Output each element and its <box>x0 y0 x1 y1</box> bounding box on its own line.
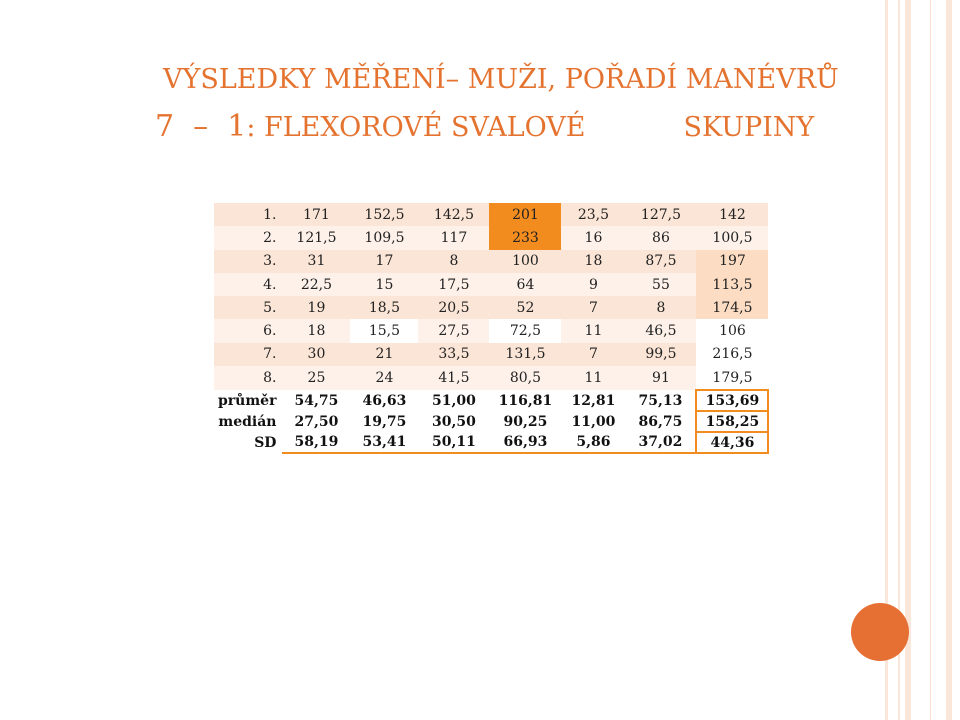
table-cell: 174,5 <box>696 296 768 319</box>
table-cell: 233 <box>489 226 561 249</box>
stat-row <box>214 411 768 432</box>
table-row <box>214 273 768 296</box>
table-row <box>214 343 768 366</box>
table-cell: 99,5 <box>625 343 696 366</box>
stripe <box>930 0 931 720</box>
table-cell: 201 <box>489 203 561 226</box>
row-label: 4. <box>214 273 282 296</box>
table-cell: 33,5 <box>418 343 489 366</box>
table-row <box>214 226 768 249</box>
stat-cell: 5,86 <box>561 432 625 453</box>
stat-label: medián <box>214 411 282 432</box>
stat-cell: 153,69 <box>696 390 768 411</box>
table-cell: 15 <box>350 273 418 296</box>
stat-cell: 158,25 <box>696 411 768 432</box>
stat-cell: 53,41 <box>350 432 418 453</box>
stat-cell: 30,50 <box>418 411 489 432</box>
table-cell: 18 <box>282 319 350 342</box>
table-cell: 17 <box>350 250 418 273</box>
row-label: 3. <box>214 250 282 273</box>
table-cell: 121,5 <box>282 226 350 249</box>
table-cell: 142 <box>696 203 768 226</box>
stat-cell: 46,63 <box>350 390 418 411</box>
row-label: 7. <box>214 343 282 366</box>
decorative-circle <box>851 603 909 661</box>
slide-title-line2 <box>155 109 814 144</box>
stat-cell: 51,00 <box>418 390 489 411</box>
table-cell: 30 <box>282 343 350 366</box>
stat-cell: 90,25 <box>489 411 561 432</box>
table-row <box>214 319 768 342</box>
table-cell: 25 <box>282 366 350 390</box>
stat-cell: 58,19 <box>282 432 350 453</box>
stripe <box>905 0 911 720</box>
table-cell: 106 <box>696 319 768 342</box>
table-cell: 46,5 <box>625 319 696 342</box>
table-cell: 179,5 <box>696 366 768 390</box>
table-cell: 100,5 <box>696 226 768 249</box>
table-cell: 91 <box>625 366 696 390</box>
table-cell: 20,5 <box>418 296 489 319</box>
stat-label: průměr <box>214 390 282 411</box>
results-table <box>214 203 769 454</box>
title-order: 7 – 1 <box>155 109 247 144</box>
table-cell: 216,5 <box>696 343 768 366</box>
table-cell: 17,5 <box>418 273 489 296</box>
table-cell: 80,5 <box>489 366 561 390</box>
table-cell: 27,5 <box>418 319 489 342</box>
slide-title-line1: VÝSLEDKY MĚŘENÍ– MUŽI, POŘADÍ MANÉVRŮ <box>163 64 839 95</box>
stat-cell: 50,11 <box>418 432 489 453</box>
table-cell: 197 <box>696 250 768 273</box>
table-cell: 18,5 <box>350 296 418 319</box>
row-label: 6. <box>214 319 282 342</box>
stat-cell: 19,75 <box>350 411 418 432</box>
table-cell: 8 <box>625 296 696 319</box>
stat-cell: 27,50 <box>282 411 350 432</box>
stat-cell: 116,81 <box>489 390 561 411</box>
table-cell: 109,5 <box>350 226 418 249</box>
table-cell: 131,5 <box>489 343 561 366</box>
row-label: 8. <box>214 366 282 390</box>
table-cell: 100 <box>489 250 561 273</box>
table-cell: 72,5 <box>489 319 561 342</box>
stat-cell: 86,75 <box>625 411 696 432</box>
stat-cell: 75,13 <box>625 390 696 411</box>
table-cell: 19 <box>282 296 350 319</box>
table-cell: 55 <box>625 273 696 296</box>
table-cell: 23,5 <box>561 203 625 226</box>
table-cell: 113,5 <box>696 273 768 296</box>
title-groups: SKUPINY <box>683 112 815 143</box>
table-cell: 171 <box>282 203 350 226</box>
table-cell: 7 <box>561 343 625 366</box>
table-cell: 142,5 <box>418 203 489 226</box>
table-cell: 16 <box>561 226 625 249</box>
stat-cell: 66,93 <box>489 432 561 453</box>
table-cell: 127,5 <box>625 203 696 226</box>
stat-row <box>214 390 768 411</box>
stat-cell: 37,02 <box>625 432 696 453</box>
table-cell: 52 <box>489 296 561 319</box>
table-cell: 11 <box>561 319 625 342</box>
table-cell: 64 <box>489 273 561 296</box>
row-label: 5. <box>214 296 282 319</box>
stat-cell: 11,00 <box>561 411 625 432</box>
stat-label: SD <box>214 432 282 453</box>
title-muscles: : FLEXOROVÉ SVALOVÉ <box>246 112 586 143</box>
table-row <box>214 296 768 319</box>
table-cell: 31 <box>282 250 350 273</box>
table-cell: 8 <box>418 250 489 273</box>
table-cell: 11 <box>561 366 625 390</box>
table-cell: 9 <box>561 273 625 296</box>
table-cell: 18 <box>561 250 625 273</box>
table-cell: 87,5 <box>625 250 696 273</box>
table-cell: 22,5 <box>282 273 350 296</box>
stat-row <box>214 432 768 453</box>
stat-cell: 44,36 <box>696 432 768 453</box>
table-cell: 152,5 <box>350 203 418 226</box>
table-row <box>214 203 768 226</box>
table-cell: 86 <box>625 226 696 249</box>
table-row <box>214 366 768 390</box>
table-cell: 15,5 <box>350 319 418 342</box>
table-cell: 117 <box>418 226 489 249</box>
table-row <box>214 250 768 273</box>
table-cell: 21 <box>350 343 418 366</box>
table-cell: 24 <box>350 366 418 390</box>
row-label: 1. <box>214 203 282 226</box>
row-label: 2. <box>214 226 282 249</box>
stripe <box>946 0 952 720</box>
table-cell: 7 <box>561 296 625 319</box>
stat-cell: 12,81 <box>561 390 625 411</box>
table-cell: 41,5 <box>418 366 489 390</box>
stat-cell: 54,75 <box>282 390 350 411</box>
